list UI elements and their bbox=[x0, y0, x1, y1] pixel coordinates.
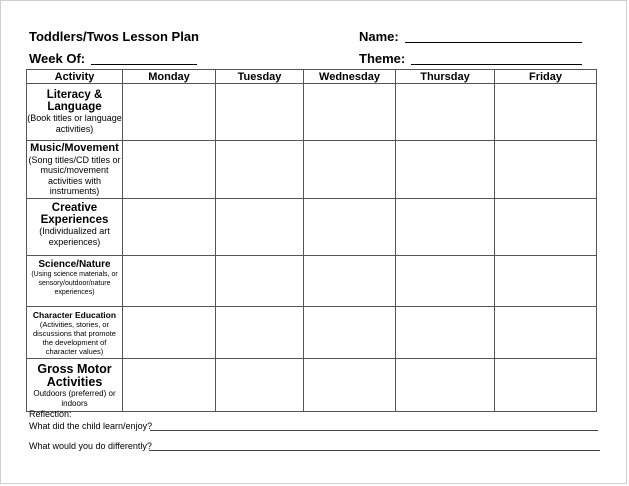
name-label: Name: bbox=[359, 29, 399, 44]
activity-name: Character Education bbox=[32, 310, 117, 320]
plan-cell-thursday[interactable] bbox=[396, 359, 495, 412]
plan-cell-monday[interactable] bbox=[123, 307, 216, 359]
plan-cell-tuesday[interactable] bbox=[216, 199, 304, 256]
column-header-tuesday: Tuesday bbox=[216, 70, 304, 84]
activity-name: Science/Nature bbox=[38, 259, 111, 270]
plan-cell-monday[interactable] bbox=[123, 359, 216, 412]
plan-cell-tuesday[interactable] bbox=[216, 141, 304, 199]
plan-cell-monday[interactable] bbox=[123, 199, 216, 256]
column-header-wednesday: Wednesday bbox=[304, 70, 396, 84]
reflection-question-learn: What did the child learn/enjoy? bbox=[29, 421, 153, 431]
plan-cell-wednesday[interactable] bbox=[304, 256, 396, 307]
plan-cell-wednesday[interactable] bbox=[304, 199, 396, 256]
plan-cell-tuesday[interactable] bbox=[216, 84, 304, 141]
plan-cell-tuesday[interactable] bbox=[216, 359, 304, 412]
plan-cell-thursday[interactable] bbox=[396, 199, 495, 256]
reflection-answer-line-differently[interactable] bbox=[149, 450, 600, 451]
plan-cell-thursday[interactable] bbox=[396, 307, 495, 359]
activity-description: (Activities, stories, or discussions that promote the development of character values) bbox=[33, 320, 116, 356]
plan-cell-friday[interactable] bbox=[495, 256, 597, 307]
activity-name: Gross Motor Activities bbox=[37, 362, 112, 389]
activity-description: (Using science materials, or sensory/outdoor/nature experiences) bbox=[31, 271, 118, 296]
activity-name: Music/Movement bbox=[30, 142, 119, 154]
reflection-label: Reflection: bbox=[29, 409, 72, 419]
plan-cell-thursday[interactable] bbox=[396, 84, 495, 141]
theme-label: Theme: bbox=[359, 51, 406, 66]
activity-cell-literacy bbox=[27, 84, 123, 141]
activity-description: (Song titles/CD titles or music/movement activities with instruments) bbox=[28, 154, 121, 196]
table-row bbox=[27, 256, 597, 307]
plan-cell-friday[interactable] bbox=[495, 359, 597, 412]
activity-description: (Individualized art experiences) bbox=[39, 226, 110, 247]
plan-cell-tuesday[interactable] bbox=[216, 256, 304, 307]
activity-description: Outdoors (preferred) or indoors bbox=[33, 389, 116, 408]
plan-cell-wednesday[interactable] bbox=[304, 141, 396, 199]
week-of-field-line[interactable] bbox=[91, 64, 197, 65]
activity-cell-creative bbox=[27, 199, 123, 256]
lesson-plan-table bbox=[26, 69, 597, 412]
activity-cell-character bbox=[27, 307, 123, 359]
plan-cell-wednesday[interactable] bbox=[304, 359, 396, 412]
page-title: Toddlers/Twos Lesson Plan bbox=[29, 29, 199, 44]
plan-cell-thursday[interactable] bbox=[396, 141, 495, 199]
table-row bbox=[27, 141, 597, 199]
theme-field-line[interactable] bbox=[411, 64, 582, 65]
plan-cell-wednesday[interactable] bbox=[304, 84, 396, 141]
activity-name: Literacy & Language bbox=[46, 89, 103, 113]
plan-cell-monday[interactable] bbox=[123, 141, 216, 199]
plan-cell-friday[interactable] bbox=[495, 84, 597, 141]
plan-cell-wednesday[interactable] bbox=[304, 307, 396, 359]
plan-cell-friday[interactable] bbox=[495, 199, 597, 256]
table-row bbox=[27, 307, 597, 359]
plan-cell-monday[interactable] bbox=[123, 256, 216, 307]
name-field-line[interactable] bbox=[405, 42, 582, 43]
week-of-label: Week Of: bbox=[29, 51, 86, 66]
plan-cell-friday[interactable] bbox=[495, 307, 597, 359]
plan-cell-tuesday[interactable] bbox=[216, 307, 304, 359]
column-header-activity: Activity bbox=[27, 70, 123, 84]
activity-cell-science bbox=[27, 256, 123, 307]
table-row bbox=[27, 359, 597, 412]
plan-cell-thursday[interactable] bbox=[396, 256, 495, 307]
column-header-monday: Monday bbox=[123, 70, 216, 84]
plan-cell-monday[interactable] bbox=[123, 84, 216, 141]
table-header-row bbox=[27, 70, 597, 84]
activity-name: Creative Experiences bbox=[40, 202, 109, 226]
reflection-answer-line-learn[interactable] bbox=[150, 430, 598, 431]
activity-description: (Book titles or language activities) bbox=[27, 113, 122, 134]
column-header-thursday: Thursday bbox=[396, 70, 495, 84]
table-row bbox=[27, 199, 597, 256]
column-header-friday: Friday bbox=[495, 70, 597, 84]
plan-cell-friday[interactable] bbox=[495, 141, 597, 199]
activity-cell-music bbox=[27, 141, 123, 199]
reflection-question-differently: What would you do differently? bbox=[29, 441, 152, 451]
table-row bbox=[27, 84, 597, 141]
activity-cell-gross-motor bbox=[27, 359, 123, 412]
